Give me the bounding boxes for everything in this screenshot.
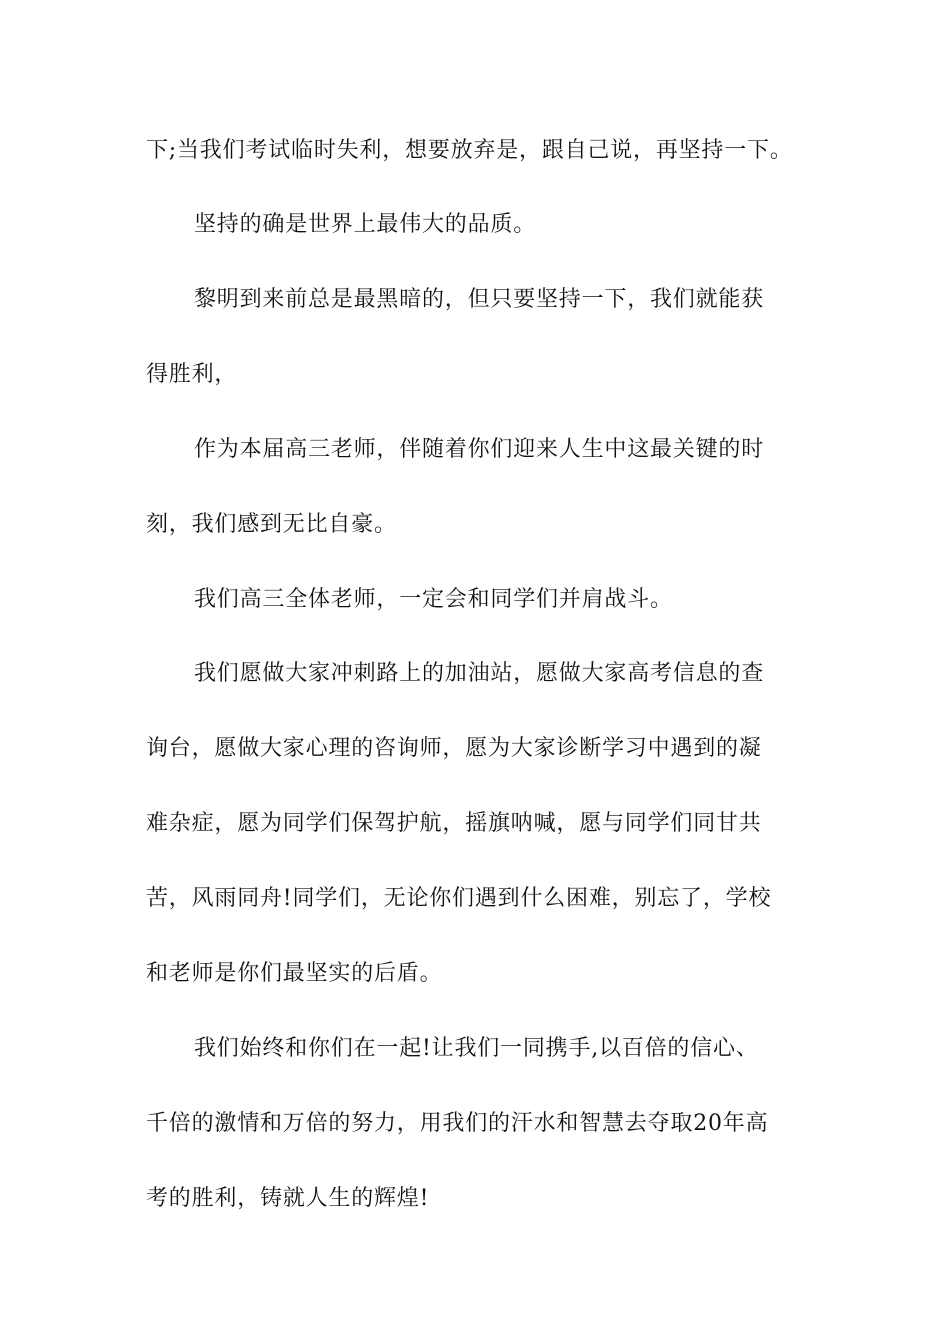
text-line: 千倍的激情和万倍的努力，用我们的汗水和智慧去夺取20年高	[146, 1111, 769, 1136]
paragraph-first-line: 我们始终和你们在一起!让我们一同携手,以百倍的信心、	[194, 1036, 759, 1061]
paragraph-first-line: 我们愿做大家冲刺路上的加油站，愿做大家高考信息的查	[194, 661, 765, 686]
text-line: 刻，我们感到无比自豪。	[146, 512, 397, 537]
paragraph-first-line: 作为本届高三老师，伴随着你们迎来人生中这最关键的时	[194, 437, 765, 462]
text-line: 难杂症，愿为同学们保驾护航，摇旗呐喊，愿与同学们同甘共	[146, 811, 762, 836]
paragraph-first-line: 黎明到来前总是最黑暗的，但只要坚持一下，我们就能获	[194, 287, 765, 312]
text-line: 得胜利，	[146, 362, 238, 387]
text-line: 苦，风雨同舟!同学们，无论你们遇到什么困难，别忘了，学校	[146, 886, 772, 911]
text-line: 下;当我们考试临时失利，想要放弃是，跟自己说，再坚持一下。	[146, 138, 793, 163]
paragraph-first-line: 我们高三全体老师，一定会和同学们并肩战斗。	[194, 587, 673, 612]
text-line: 询台，愿做大家心理的咨询师，愿为大家诊断学习中遇到的凝	[146, 736, 762, 761]
paragraph-first-line: 坚持的确是世界上最伟大的品质。	[194, 212, 537, 237]
text-line: 和老师是你们最坚实的后盾。	[146, 961, 443, 986]
text-line: 考的胜利，铸就人生的辉煌!	[146, 1186, 430, 1211]
